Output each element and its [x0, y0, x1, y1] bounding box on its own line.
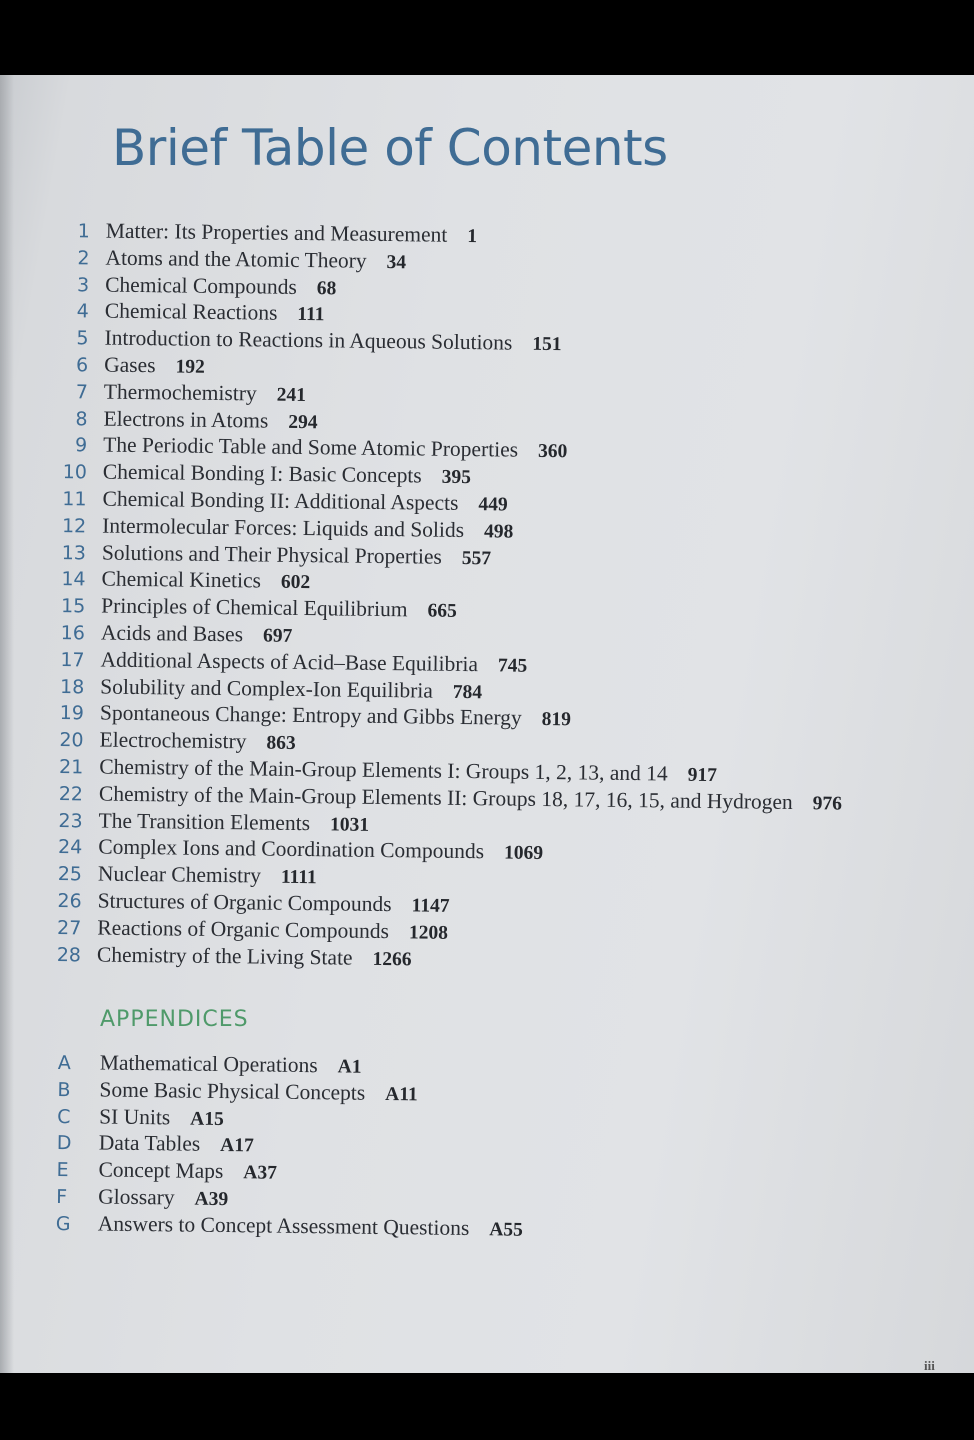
chapter-entry-title: Chemical Compounds — [105, 272, 298, 299]
chapter-entry-page-number: 1147 — [411, 895, 450, 917]
chapter-entry-title: Structures of Organic Compounds — [97, 888, 392, 917]
chapter-entry-title: Electrochemistry — [99, 727, 247, 754]
chapter-entry-title: Electrons in Atoms — [103, 406, 269, 433]
chapter-entry-page-number: 449 — [478, 494, 508, 516]
appendix-entry-page-number: A1 — [337, 1056, 362, 1078]
chapter-entry-title: The Periodic Table and Some Atomic Properties — [103, 432, 519, 463]
chapter-entry-number: 25 — [57, 863, 83, 886]
chapter-entry-title: Atoms and the Atomic Theory — [105, 245, 367, 273]
appendix-entry-page-number: A55 — [489, 1219, 523, 1241]
appendix-entry-page-number: A39 — [194, 1188, 229, 1211]
chapter-entry-number: 19 — [59, 702, 85, 725]
chapter-entry-page-number: 1069 — [503, 842, 544, 865]
chapter-entry-page-number: 395 — [441, 466, 472, 489]
chapter-list — [49, 217, 938, 978]
chapter-entry-number: 28 — [56, 943, 82, 966]
chapter-entry-page-number: 151 — [532, 333, 562, 356]
chapter-entry-number: 6 — [75, 354, 89, 377]
chapter-entry-title: Chemistry of the Living State — [96, 942, 353, 970]
chapter-entry-number: 23 — [58, 809, 83, 832]
chapter-entry-page-number: 917 — [687, 764, 718, 787]
page-folio: iii — [924, 1358, 935, 1373]
chapter-entry-page-number: 819 — [541, 709, 572, 731]
chapter-entry-title: Thermochemistry — [103, 379, 257, 406]
chapter-entry-title: The Transition Elements — [98, 808, 311, 835]
appendix-entry-title: SI Units — [99, 1104, 171, 1129]
chapter-entry-number: 11 — [62, 488, 87, 511]
chapter-entry-page-number: 697 — [262, 625, 293, 647]
appendix-entry-number: B — [57, 1078, 71, 1101]
chapter-entry-number: 12 — [61, 514, 87, 538]
appendix-entry-title: Some Basic Physical Concepts — [99, 1077, 366, 1105]
appendix-entry-title: Concept Maps — [98, 1157, 224, 1184]
chapter-entry-title: Matter: Its Properties and Measurement — [105, 218, 448, 247]
chapter-entry-title: Reactions of Organic Compounds — [97, 915, 390, 943]
chapter-entry-number: 15 — [60, 595, 86, 618]
chapter-entry-title: Chemistry of the Main-Group Elements I: Groups 1, 2, 13, and 14 — [99, 754, 668, 786]
appendices-heading: APPENDICES — [100, 1007, 249, 1032]
chapter-entry-title: Chemistry of the Main-Group Elements II: Groups 18, 17, 16, 15, and Hydrogen — [98, 781, 793, 814]
chapter-entry-number: 16 — [60, 622, 86, 645]
chapter-entry-page-number: 602 — [280, 572, 311, 594]
chapter-entry-number: 22 — [58, 782, 84, 806]
appendix-entry-page-number: A15 — [190, 1108, 224, 1130]
chapter-entry-number: 3 — [76, 273, 90, 296]
chapter-entry-title: Additional Aspects of Acid–Base Equilibria — [100, 647, 479, 676]
chapter-entry-page-number: 557 — [461, 547, 492, 569]
chapter-entry-number: 1 — [77, 220, 90, 243]
chapter-entry-page-number: 784 — [452, 681, 483, 703]
chapter-entry-page-number: 1 — [467, 226, 478, 248]
appendix-entry-page-number: A37 — [243, 1162, 278, 1184]
chapter-entry-number: 20 — [59, 729, 84, 752]
appendix-entry-number: D — [56, 1132, 72, 1155]
appendix-entry-number: E — [56, 1159, 69, 1182]
chapter-entry-page-number: 1208 — [408, 922, 449, 944]
chapter-entry-page-number: 745 — [497, 655, 528, 677]
chapter-entry-title: Nuclear Chemistry — [97, 861, 262, 888]
appendix-entry-title: Data Tables — [98, 1130, 201, 1157]
chapter-entry-number: 2 — [77, 247, 90, 270]
chapter-entry-title: Spontaneous Change: Entropy and Gibbs Energy — [99, 700, 522, 731]
appendix-entry-title: Mathematical Operations — [99, 1050, 318, 1078]
chapter-entry-number: 18 — [59, 675, 85, 698]
chapter-entry-title: Principles of Chemical Equilibrium — [101, 593, 408, 622]
chapter-entry-number: 14 — [61, 568, 86, 591]
chapter-entry-title: Solubility and Complex-Ion Equilibria — [100, 674, 434, 703]
book-page — [0, 75, 974, 1373]
chapter-entry-number: 24 — [57, 836, 83, 859]
chapter-entry-title: Acids and Bases — [100, 620, 244, 647]
chapter-entry-title: Intermolecular Forces: Liquids and Solids — [102, 513, 465, 542]
chapter-entry-title: Chemical Reactions — [104, 298, 278, 326]
chapter-entry-number: 5 — [76, 327, 89, 350]
chapter-entry-title: Gases — [104, 352, 156, 378]
chapter-entry-title: Solutions and Their Physical Properties — [101, 540, 443, 569]
page-title: Brief Table of Contents — [112, 119, 668, 177]
chapter-entry-number: 27 — [56, 916, 82, 940]
chapter-entry-number: 9 — [74, 434, 88, 457]
chapter-entry-title: Complex Ions and Coordination Compounds — [98, 834, 485, 864]
chapter-entry-page-number: 863 — [266, 732, 296, 755]
chapter-entry-page-number: 976 — [812, 792, 843, 815]
chapter-entry-title: Introduction to Reactions in Aqueous Solutions — [104, 325, 513, 355]
chapter-entry-number: 7 — [75, 381, 88, 404]
chapter-entry-number: 13 — [61, 541, 87, 564]
chapter-entry-page-number: 1031 — [329, 813, 370, 836]
chapter-entry-page-number: 34 — [386, 251, 407, 274]
appendix-entry-page-number: A11 — [385, 1083, 418, 1106]
chapter-entry-page-number: 111 — [297, 304, 325, 326]
appendix-entry-title: Answers to Concept Assessment Questions — [97, 1211, 470, 1240]
chapter-entry-page-number: 1266 — [372, 948, 412, 970]
chapter-entry-number: 4 — [76, 300, 89, 323]
appendix-entry-number: C — [57, 1105, 71, 1128]
appendix-entry-number: G — [55, 1212, 71, 1235]
chapter-entry-page-number: 294 — [288, 411, 318, 433]
chapter-entry-title: Chemical Kinetics — [101, 566, 262, 593]
chapter-entry-page-number: 192 — [175, 356, 205, 378]
appendix-entry-page-number: A17 — [220, 1135, 254, 1157]
chapter-entry-number: 17 — [60, 648, 85, 672]
chapter-entry-number: 21 — [58, 755, 84, 779]
chapter-entry-page-number: 1111 — [280, 866, 317, 889]
chapter-entry-number: 26 — [57, 889, 82, 913]
chapter-entry-page-number: 241 — [276, 384, 307, 406]
chapter-entry-number: 10 — [62, 461, 88, 484]
chapter-entry-page-number: 498 — [483, 520, 514, 543]
appendix-entry-number: F — [56, 1185, 68, 1209]
appendix-entry-number: A — [57, 1051, 71, 1075]
chapter-entry-page-number: 360 — [537, 441, 568, 463]
chapter-entry-title: Chemical Bonding I: Basic Concepts — [102, 459, 422, 488]
chapter-entry-page-number: 665 — [427, 600, 457, 623]
appendix-entry-title: Glossary — [98, 1184, 175, 1210]
appendix-list — [56, 1049, 758, 1245]
chapter-entry-page-number: 68 — [316, 277, 337, 299]
chapter-entry-title: Chemical Bonding II: Additional Aspects — [102, 486, 459, 515]
chapter-entry-number: 8 — [75, 407, 88, 430]
